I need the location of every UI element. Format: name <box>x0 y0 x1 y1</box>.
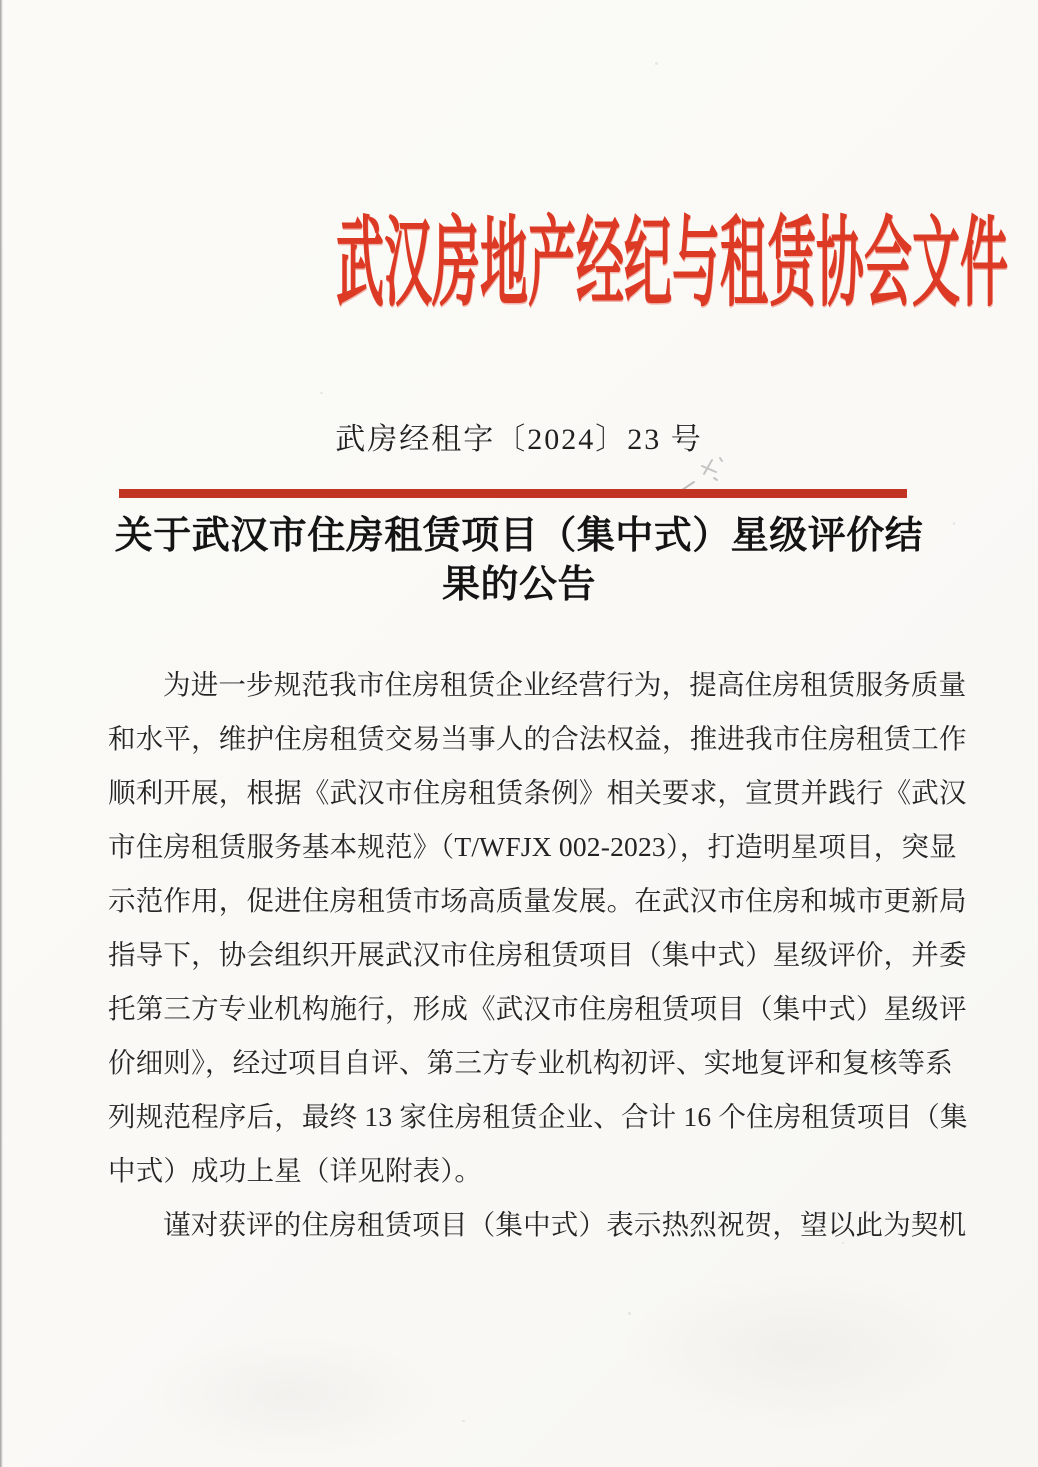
paper-speckle <box>655 62 658 65</box>
paper-speckle <box>953 522 955 525</box>
paper-smudge <box>140 1330 440 1460</box>
body-line: 顺利开展，根据《武汉市住房租赁条例》相关要求，宣贯并践行《武汉 <box>108 777 967 808</box>
body-line: 价细则》，经过项目自评、第三方专业机构初评、实地复评和复核等系 <box>108 1047 953 1078</box>
body-line: 指导下，协会组织开展武汉市住房租赁项目（集中式）星级评价，并委 <box>108 939 967 970</box>
body-line: 列规范程序后，最终 13 家住房租赁企业、合计 16 个住房租赁项目（集 <box>108 1101 968 1132</box>
body-line: 托第三方专业机构施行，形成《武汉市住房租赁项目（集中式）星级评 <box>108 993 967 1024</box>
paper-speckle <box>462 1420 465 1422</box>
body-line: 示范作用，促进住房租赁市场高质量发展。在武汉市住房和城市更新局 <box>108 885 967 916</box>
document-title-line: 果的公告 <box>441 564 596 606</box>
paper-speckle <box>628 1312 631 1315</box>
paper-speckle <box>320 392 323 394</box>
document-number: 武房经租字〔2024〕23 号 <box>335 423 703 456</box>
body-line: 市住房租赁服务基本规范》（T/WFJX 002-2023），打造明星项目，突显 <box>108 831 957 862</box>
document-body <box>108 658 968 1252</box>
document-title <box>0 512 1038 610</box>
paper-speckle <box>842 1242 844 1244</box>
paper-smudge <box>620 1270 980 1430</box>
letterhead-title: 武汉房地产经纪与租赁协会文件 <box>336 209 1008 319</box>
document-title-line: 关于武汉市住房租赁项目（集中式）星级评价结 <box>114 515 924 557</box>
red-divider-rule <box>119 489 907 498</box>
body-line: 为进一步规范我市住房租赁企业经营行为，提高住房租赁服务质量 <box>163 669 967 700</box>
body-line: 和水平，维护住房租赁交易当事人的合法权益，推进我市住房租赁工作 <box>108 723 967 754</box>
body-line: 中式）成功上星（详见附表）。 <box>108 1155 483 1186</box>
body-line: 谨对获评的住房租赁项目（集中式）表示热烈祝贺，望以此为契机 <box>163 1209 967 1240</box>
letterhead <box>0 208 1038 318</box>
